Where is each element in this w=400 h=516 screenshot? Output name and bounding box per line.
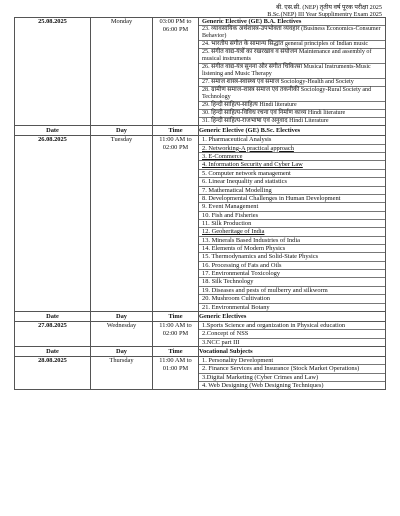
day-header: Day bbox=[91, 346, 153, 356]
block4-time: 11:00 AM to 01:00 PM bbox=[153, 356, 199, 389]
list-item: 20. Mushroom Cultivation bbox=[199, 295, 385, 303]
block3-subjects bbox=[199, 321, 386, 346]
list-item: 3. E-Commerce bbox=[199, 153, 385, 161]
block4-title: Vocational Subjects bbox=[199, 346, 386, 356]
list-item: 26. संगीत वाद्य-यंत्र सुनना और संगीत चिकित्सा Musical Instruments-Music listening and Music Therapy bbox=[199, 64, 385, 79]
list-item: 12. Geoheritage of India bbox=[199, 228, 385, 236]
list-item: 2.Concept of NSS bbox=[199, 330, 385, 338]
header-english: B.Sc.(NEP) III Year Supplimentry Exam 2025 bbox=[267, 11, 382, 18]
list-item: 29. हिन्दी साहित्य-साहित्य Hindi literature bbox=[199, 102, 385, 110]
list-item: 21. Environmental Botany bbox=[202, 303, 270, 311]
header-hindi: बी. एस.सी. (NEP) तृतीय वर्ष पूरक परीक्षा 2025 bbox=[276, 4, 382, 11]
block3-date: 27.08.2025 bbox=[15, 321, 91, 346]
list-item: 31. हिन्दी साहित्य-राजभाषा एवं अनुवाद Hindi Literature bbox=[202, 118, 329, 125]
block1-day: Monday bbox=[91, 18, 153, 126]
list-item: 17. Environmental Toxicology bbox=[199, 270, 385, 278]
block3-row bbox=[15, 321, 386, 346]
time-header: Time bbox=[153, 126, 199, 136]
list-item: 7. Mathematical Modelling bbox=[199, 187, 385, 195]
column-header-row bbox=[15, 311, 386, 321]
block2-time: 11:00 AM to 02:00 PM bbox=[153, 136, 199, 312]
block3-day: Wednesday bbox=[91, 321, 153, 346]
block3-title: Generic Electives bbox=[199, 311, 386, 321]
list-item: 8. Developmental Challenges in Human Development bbox=[199, 195, 385, 203]
block2-subjects bbox=[199, 136, 386, 312]
list-item: 3.NCC part III bbox=[202, 338, 240, 346]
list-item: 9. Event Management bbox=[199, 203, 385, 211]
block1-subjects bbox=[199, 18, 386, 126]
list-item: 2. Networking-A practical approach bbox=[199, 145, 385, 153]
block2-row bbox=[15, 136, 386, 312]
list-item: 16. Processing of Fats and Oils bbox=[199, 262, 385, 270]
block4-subjects bbox=[199, 356, 386, 389]
block2-title: Generic Elective (GE) B.Sc. Electives bbox=[199, 126, 386, 136]
block4-day: Thursday bbox=[91, 356, 153, 389]
list-item: 5. Computer network management bbox=[199, 170, 385, 178]
list-item: 1. Pharmaceutical Analysis bbox=[199, 136, 385, 144]
block1-title: Generic Elective (GE) B.A. Electives bbox=[199, 18, 385, 26]
list-item: 24. भारतीय संगीत के सामान्य सिद्धांत general principles of Indian music bbox=[199, 41, 385, 49]
list-item: 30. हिन्दी साहित्य-विविध रचना एवं निर्माण काव्य Hindi literature bbox=[199, 110, 385, 118]
block3-time: 11:00 AM to 02:00 PM bbox=[153, 321, 199, 346]
list-item: 27. समाज शास्त्र-स्वास्थ्य एवं समाज Sociology-Health and Society bbox=[199, 79, 385, 87]
list-item: 1. Personality Development bbox=[199, 357, 385, 365]
list-item: 19. Diseases and pests of mulberry and silkworm bbox=[199, 287, 385, 295]
date-header: Date bbox=[15, 126, 91, 136]
list-item: 14. Elements of Modern Physics bbox=[199, 245, 385, 253]
list-item: 4. Web Designing (Web Designing Techniques) bbox=[202, 382, 324, 390]
time-header: Time bbox=[153, 311, 199, 321]
block1-row bbox=[15, 18, 386, 126]
block4-row bbox=[15, 356, 386, 389]
day-header: Day bbox=[91, 311, 153, 321]
list-item: 28. ग्रामीण समाज-शास्त्र समाज एवं तकनीकी Sociology-Rural Society and Technology bbox=[199, 87, 385, 102]
block1-date: 25.08.2025 bbox=[15, 18, 91, 126]
list-item: 10. Fish and Fisheries bbox=[199, 212, 385, 220]
block4-date: 28.08.2025 bbox=[15, 356, 91, 389]
list-item: 3.Digital Marketing (Cyber Crimes and Law) bbox=[199, 374, 385, 382]
list-item: 18. Silk Technology bbox=[199, 278, 385, 286]
list-item: 1.Sports Science and organization in Physical education bbox=[199, 322, 385, 330]
date-header: Date bbox=[15, 311, 91, 321]
block2-day: Tuesday bbox=[91, 136, 153, 312]
list-item: 13. Minerals Based Industries of India bbox=[199, 237, 385, 245]
list-item: 6. Linear Inequality and statistics bbox=[199, 178, 385, 186]
list-item: 2. Finance Services and Insurance (Stock Market Operations) bbox=[199, 365, 385, 373]
day-header: Day bbox=[91, 126, 153, 136]
column-header-row bbox=[15, 346, 386, 356]
block1-time: 03:00 PM to 06:00 PM bbox=[153, 18, 199, 126]
block2-date: 26.08.2025 bbox=[15, 136, 91, 312]
list-item: 4. Information Security and Cyber Law bbox=[199, 161, 385, 169]
time-header: Time bbox=[153, 346, 199, 356]
list-item: 15. Thermodynamics and Solid-State Physics bbox=[199, 253, 385, 261]
list-item: 25. संगीत वाद्य-यंत्रों का रखरखाव व संयोजन Maintenance and assembly of musical instruments bbox=[199, 49, 385, 64]
exam-schedule-table bbox=[14, 17, 386, 390]
list-item: 11. Silk Production bbox=[199, 220, 385, 228]
list-item: 23. व्यावसायिक अर्थशास्त्र-उपभोक्ता व्यवहार (Business Economics-Consumer Behavior) bbox=[199, 26, 385, 41]
date-header: Date bbox=[15, 346, 91, 356]
column-header-row bbox=[15, 126, 386, 136]
